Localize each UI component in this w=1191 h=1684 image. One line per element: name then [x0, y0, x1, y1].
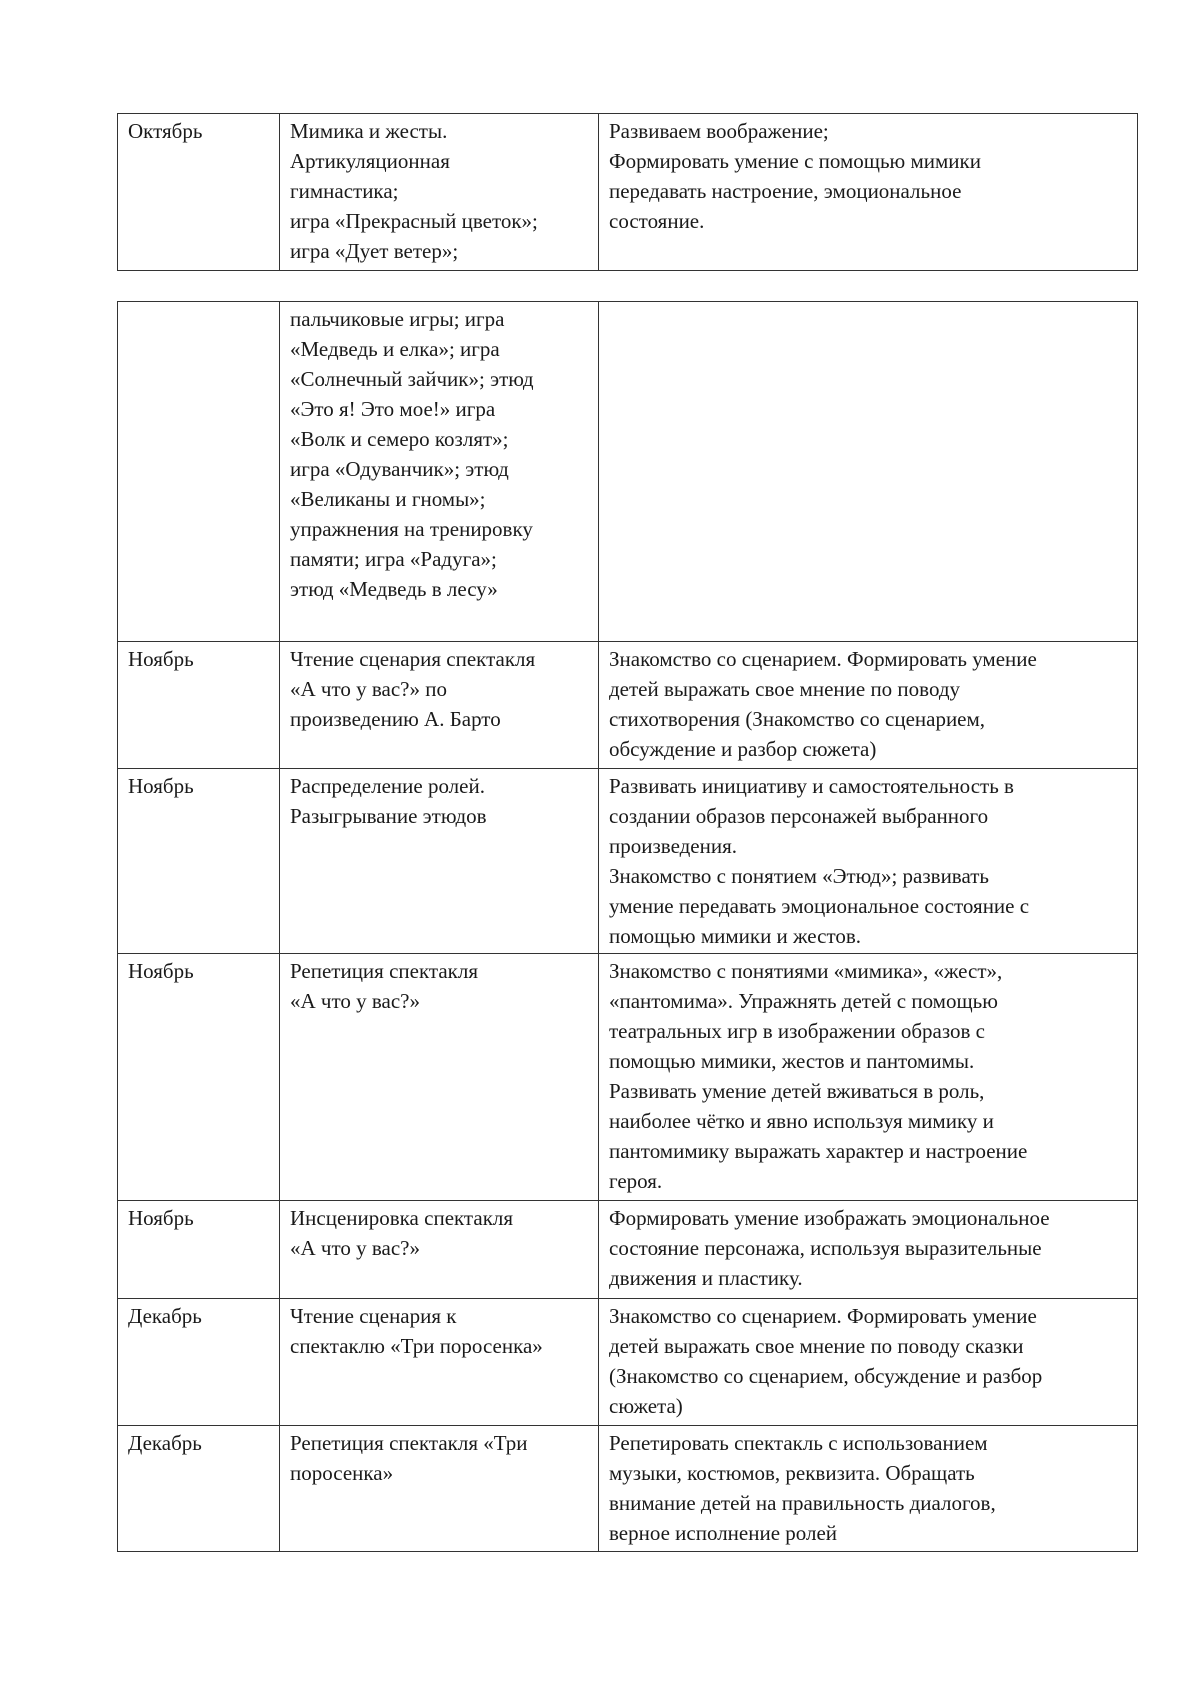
month-cell: Ноябрь	[118, 1201, 280, 1299]
goals-cell: Знакомство со сценарием. Формировать умение детей выражать свое мнение по поводу сказки (Знакомство со сценарием, обсуждение и разбор сюжета)	[599, 1299, 1138, 1426]
month-cell	[118, 302, 280, 642]
schedule-table-top	[117, 113, 1138, 271]
table-row	[118, 1201, 1138, 1299]
goals-cell: Формировать умение изображать эмоциональное состояние персонажа, используя выразительные движения и пластику.	[599, 1201, 1138, 1299]
table-row	[118, 114, 1138, 271]
goals-cell: Развивать инициативу и самостоятельность в создании образов персонажей выбранного произведения. Знакомство с понятием «Этюд»; развивать умение передавать эмоциональное состояние с помощью мимики и жестов.	[599, 769, 1138, 954]
content-cell: Чтение сценария к спектаклю «Три поросенка»	[280, 1299, 599, 1426]
content-cell: Репетиция спектакля «Три поросенка»	[280, 1426, 599, 1552]
goals-cell: Знакомство со сценарием. Формировать умение детей выражать свое мнение по поводу стихотворения (Знакомство со сценарием, обсуждение и разбор сюжета)	[599, 642, 1138, 769]
table-row	[118, 954, 1138, 1201]
goals-cell: Знакомство с понятиями «мимика», «жест», «пантомима». Упражнять детей с помощью театральных игр в изображении образов с помощью мимики, жестов и пантомимы. Развивать умение детей вживаться в роль, наиболее чётко и явно используя мимику и пантомимику выражать характер и настроение героя.	[599, 954, 1138, 1201]
table-row	[118, 1299, 1138, 1426]
content-cell: Чтение сценария спектакля «А что у вас?» по произведению А. Барто	[280, 642, 599, 769]
content-cell: Распределение ролей. Разыгрывание этюдов	[280, 769, 599, 954]
table-row	[118, 769, 1138, 954]
content-cell: Мимика и жесты. Артикуляционная гимнастика; игра «Прекрасный цветок»; игра «Дует ветер»;	[280, 114, 599, 271]
month-cell: Декабрь	[118, 1299, 280, 1426]
content-cell: Инсценировка спектакля «А что у вас?»	[280, 1201, 599, 1299]
content-cell: Репетиция спектакля «А что у вас?»	[280, 954, 599, 1201]
goals-cell	[599, 302, 1138, 642]
month-cell: Ноябрь	[118, 954, 280, 1201]
schedule-table-main	[117, 301, 1138, 1552]
table-row	[118, 302, 1138, 642]
table-row	[118, 642, 1138, 769]
month-cell: Октябрь	[118, 114, 280, 271]
goals-cell: Репетировать спектакль с использованием музыки, костюмов, реквизита. Обращать внимание детей на правильность диалогов, верное исполнение ролей	[599, 1426, 1138, 1552]
month-cell: Ноябрь	[118, 769, 280, 954]
goals-cell: Развиваем воображение; Формировать умение с помощью мимики передавать настроение, эмоциональное состояние.	[599, 114, 1138, 271]
content-cell: пальчиковые игры; игра «Медведь и елка»; игра «Солнечный зайчик»; этюд «Это я! Это мое!» игра «Волк и семеро козлят»; игра «Одуванчик»; этюд «Великаны и гномы»; упражнения на тренировку памяти; игра «Радуга»; этюд «Медведь в лесу»	[280, 302, 599, 642]
month-cell: Ноябрь	[118, 642, 280, 769]
table-row	[118, 1426, 1138, 1552]
month-cell: Декабрь	[118, 1426, 280, 1552]
